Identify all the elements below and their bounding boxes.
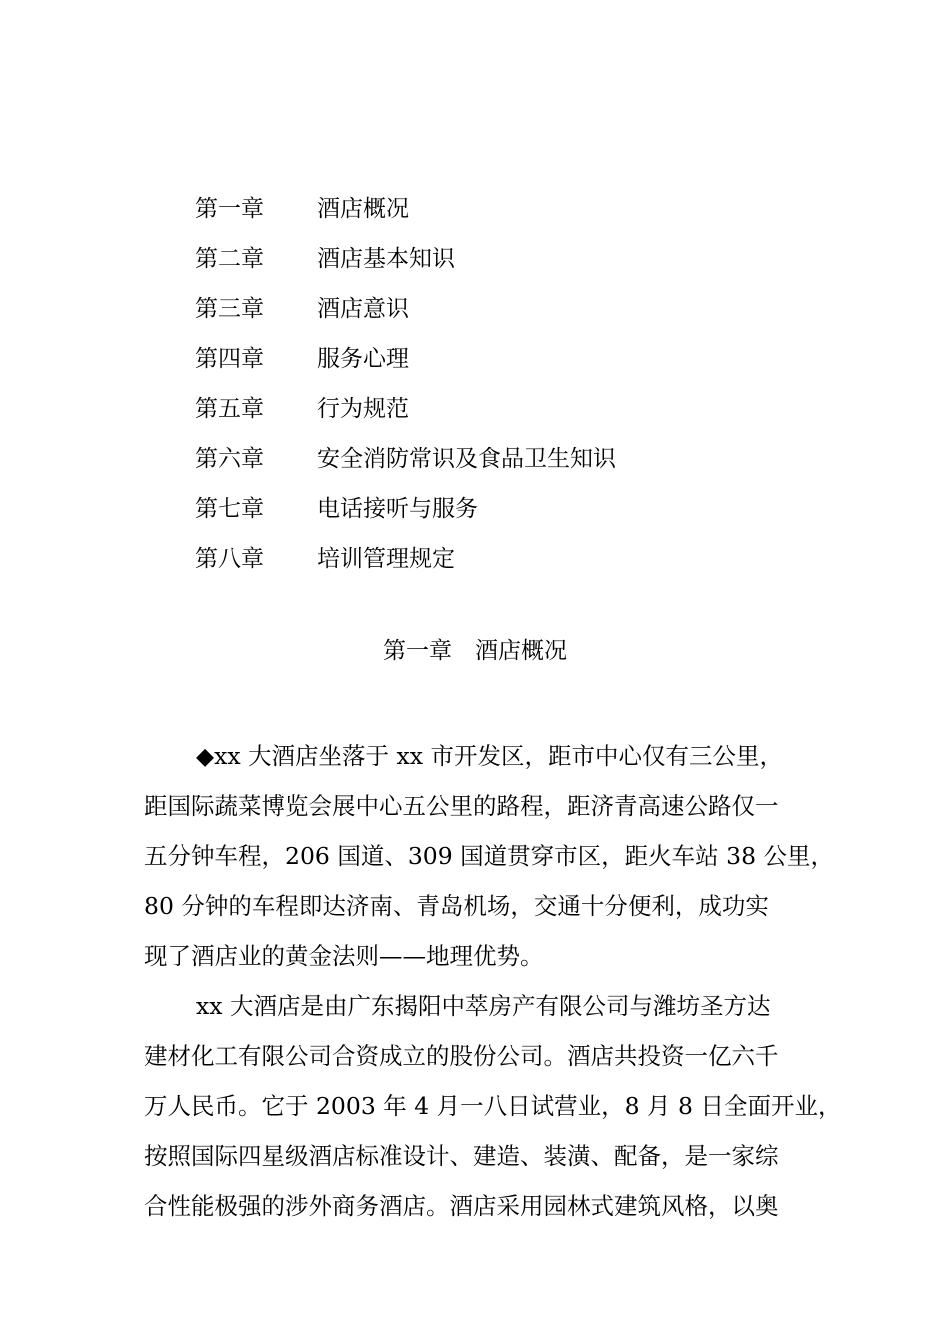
- toc-chapter-number: 第四章: [195, 345, 264, 372]
- paragraph-line: 按照国际四星级酒店标准设计、建造、装潢、配备，是一家综: [144, 1142, 779, 1170]
- toc-item: [195, 334, 755, 384]
- toc-chapter-number: 第一章: [195, 195, 264, 222]
- toc-chapter-title: 安全消防常识及食品卫生知识: [317, 445, 616, 472]
- toc-chapter-title: 培训管理规定: [317, 545, 455, 572]
- paragraph-line: xx 大酒店是由广东揭阳中萃房产有限公司与潍坊圣方达: [196, 992, 771, 1020]
- body-text: [144, 731, 844, 1231]
- toc-item: [195, 284, 755, 334]
- toc-chapter-number: 第八章: [195, 545, 264, 572]
- paragraph-line: 建材化工有限公司合资成立的股份公司。酒店共投资一亿六千: [144, 1042, 779, 1070]
- paragraph-line: 现了酒店业的黄金法则——地理优势。: [144, 942, 544, 970]
- paragraph-line: 万人民币。它于 2003 年 4 月一八日试营业，8 月 8 日全面开业，: [144, 1092, 842, 1120]
- paragraph-line: 80 分钟的车程即达济南、青岛机场，交通十分便利，成功实: [144, 892, 769, 920]
- toc-chapter-title: 电话接听与服务: [317, 495, 478, 522]
- paragraph-line: 合性能极强的涉外商务酒店。酒店采用园林式建筑风格，以奥: [144, 1192, 779, 1220]
- toc-item: [195, 534, 755, 584]
- toc-item: [195, 434, 755, 484]
- paragraph-line: 五分钟车程，206 国道、309 国道贯穿市区，距火车站 38 公里，: [144, 842, 834, 870]
- paragraph-line: 距国际蔬菜博览会展中心五公里的路程，距济青高速公路仅一: [144, 792, 779, 820]
- toc-chapter-title: 酒店概况: [317, 195, 409, 222]
- toc-chapter-number: 第五章: [195, 395, 264, 422]
- toc-chapter-number: 第七章: [195, 495, 264, 522]
- table-of-contents: [195, 184, 755, 584]
- toc-chapter-number: 第三章: [195, 295, 264, 322]
- toc-chapter-title: 酒店意识: [317, 295, 409, 322]
- chapter-heading: 第一章 酒店概况: [383, 638, 567, 664]
- toc-chapter-number: 第二章: [195, 245, 264, 272]
- toc-chapter-title: 服务心理: [317, 345, 409, 372]
- toc-item: [195, 184, 755, 234]
- toc-item: [195, 234, 755, 284]
- toc-item: [195, 484, 755, 534]
- toc-chapter-title: 酒店基本知识: [317, 245, 455, 272]
- toc-chapter-title: 行为规范: [317, 395, 409, 422]
- toc-item: [195, 384, 755, 434]
- toc-chapter-number: 第六章: [195, 445, 264, 472]
- paragraph-line: ◆xx 大酒店坐落于 xx 市开发区，距市中心仅有三公里，: [196, 742, 783, 770]
